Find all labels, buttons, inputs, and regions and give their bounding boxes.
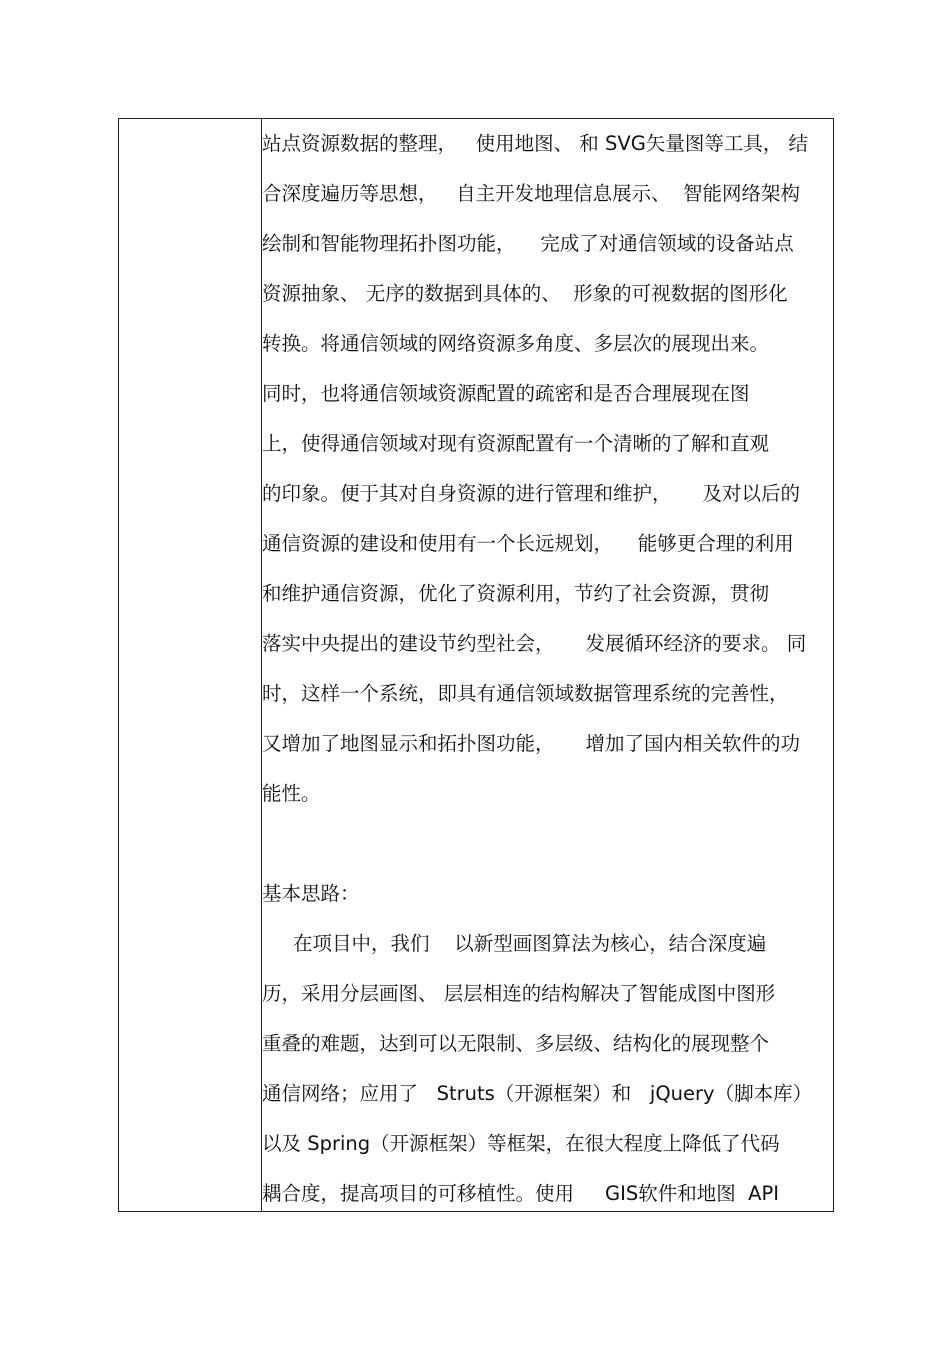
text-line: 耦合度，提高项目的可移植性。使用 GIS软件和地图 API: [262, 1182, 779, 1205]
document-table: [118, 118, 834, 1212]
text-line: 和维护通信资源，优化了资源利用，节约了社会资源，贯彻: [262, 582, 770, 605]
text-line: [262, 819, 833, 869]
text-line: 合深度遍历等思想， 自主开发地理信息展示、 智能网络架构: [262, 182, 800, 205]
text-line: 通信资源的建设和使用有一个长远规划， 能够更合理的利用: [262, 532, 794, 555]
table-content-cell: [262, 119, 833, 1211]
text-line: 资源抽象、 无序的数据到具体的、 形象的可视数据的图形化: [262, 282, 788, 305]
text-line: 能性。: [262, 782, 321, 805]
text-line: 转换。将通信领域的网络资源多角度、多层次的展现出来。: [262, 332, 770, 355]
text-line: 同时，也将通信领域资源配置的疏密和是否合理展现在图: [262, 382, 750, 405]
text-line: 在项目中，我们 以新型画图算法为核心，结合深度遍: [262, 932, 767, 955]
text-line: 通信网络；应用了 Struts（开源框架）和 jQuery（脚本库）: [262, 1082, 813, 1105]
table-label-cell: [119, 119, 262, 1211]
text-line: 以及 Spring（开源框架）等框架，在很大程度上降低了代码: [262, 1132, 780, 1155]
text-line: 站点资源数据的整理， 使用地图、 和 SVG矢量图等工具， 结: [262, 132, 809, 155]
text-line: 历，采用分层画图、 层层相连的结构解决了智能成图中图形: [262, 982, 776, 1005]
text-line: 重叠的难题，达到可以无限制、多层级、结构化的展现整个: [262, 1032, 770, 1055]
section-heading: 基本思路：: [262, 882, 360, 905]
text-line: 落实中央提出的建设节约型社会， 发展循环经济的要求。 同: [262, 632, 807, 655]
text-line: 上，使得通信领域对现有资源配置有一个清晰的了解和直观: [262, 432, 770, 455]
text-line: 时，这样一个系统，即具有通信领域数据管理系统的完善性，: [262, 682, 789, 705]
text-line: 的印象。便于其对自身资源的进行管理和维护， 及对以后的: [262, 482, 800, 505]
text-line: 绘制和智能物理拓扑图功能， 完成了对通信领域的设备站点: [262, 232, 794, 255]
text-line: 又增加了地图显示和拓扑图功能， 增加了国内相关软件的功: [262, 732, 800, 755]
